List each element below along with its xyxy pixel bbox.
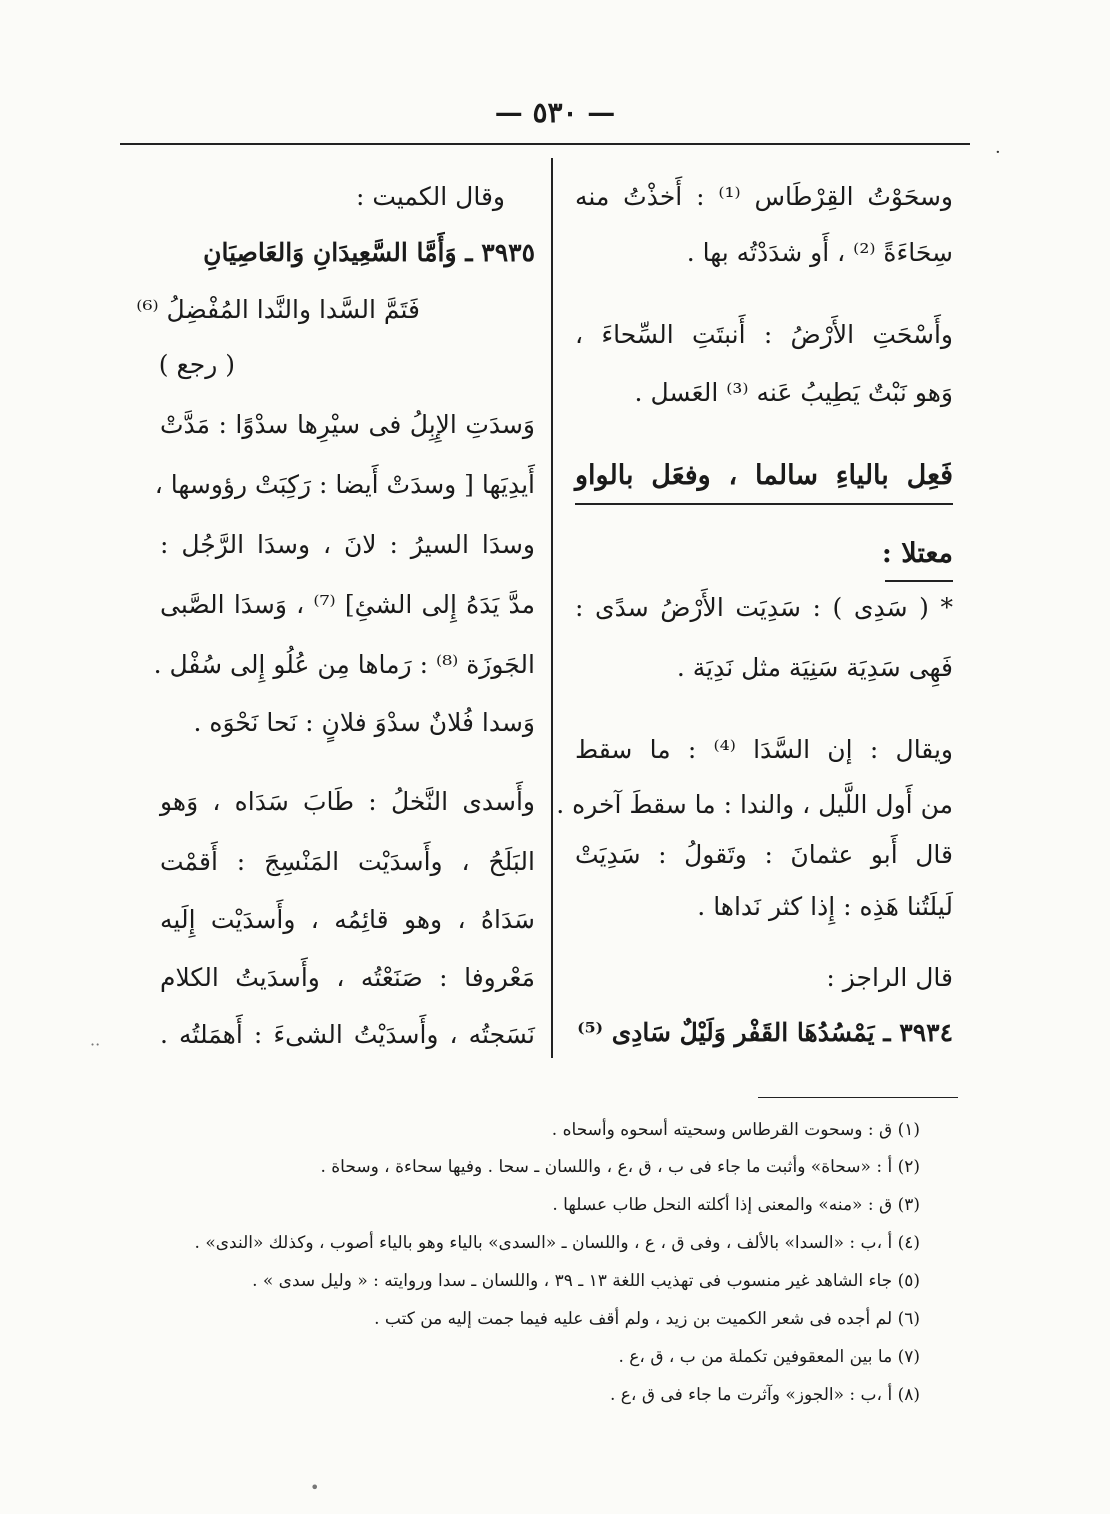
- page-number: — ٥٣٠ —: [494, 96, 616, 129]
- footnote: (٣) ق : «منه» والمعنى إذا أكلته النحل طاب عسلها .: [552, 1195, 920, 1215]
- text-line: قال أَبو عثمانَ : وتَقولُ : سَدِيَتْ: [575, 840, 953, 869]
- print-speck: •: [310, 1478, 320, 1497]
- text-line: أَيدِيَها [ وسدَتْ أَيضا : رَكِبَتْ رؤوسها ،: [154, 470, 535, 499]
- text-line: ويقال : إن السَّدَا ⁽⁴⁾ : ما سقط: [575, 735, 953, 764]
- text-line: الجَوزَة ⁽⁸⁾ : رَماها مِن عُلُو إِلى سُفْل .: [153, 650, 535, 679]
- footnote: (٤) أ ،ب : «السدا» بالألف ، وفى ق ، ع ، واللسان ـ «السدى» بالياء وهو بالياء أصوب ، وكذلك «الندى» .: [194, 1233, 920, 1253]
- heading-underline: [885, 580, 953, 582]
- footnote: (٦) لم أجده فى شعر الكميت بن زيد ، ولم أقف عليه فيما جمت إليه من كتب .: [374, 1309, 920, 1329]
- footnote: (٧) ما بين المعقوفين تكملة من ب ، ق ،ع .: [618, 1347, 920, 1367]
- text-line: * ( سَدِى ) : سَدِيَت الأَرْضُ سدًى :: [575, 593, 953, 622]
- text-line: مَعْروفا : صَنَعْتُه ، وأَسدَيتُ الكلام: [160, 963, 535, 992]
- column-divider: [551, 158, 553, 1058]
- print-speck: ··: [90, 1035, 101, 1054]
- text-line: لَيلَتُنا هَذِه : إِذا كثر نَداها .: [697, 892, 953, 921]
- text-line: سِحَاءَةً ⁽²⁾ ، أَو شدَدْتُه بها .: [686, 238, 953, 267]
- text-line: وَهو نَبْتٌ يَطِيبُ عَنه ⁽³⁾ العَسل .: [634, 378, 953, 407]
- header-rule: [120, 143, 970, 145]
- section-heading: معتلا :: [881, 538, 953, 569]
- text-line: فَهِى سَدِيَة سَنِيَة مثل نَدِيَة .: [676, 653, 953, 682]
- text-line: قال الراجز :: [826, 963, 953, 992]
- text-line: وَسدَتِ الإِبِلُ فى سيْرِها سدْوًا : مَدَّتْ: [160, 410, 535, 439]
- text-line: وسدَا السيرُ : لانَ ، وسدَا الرَّجُل :: [160, 530, 535, 559]
- footnote: (٢) أ : «سحاة» وأثبت ما جاء فى ب ، ق ،ع ، واللسان ـ سحا . وفيها سحاءة ، وسحاة .: [320, 1157, 920, 1177]
- text-line: من أَول اللَّيل ، والندا : ما سقطَ آخره .: [556, 790, 953, 819]
- footnote: (٥) جاء الشاهد غير منسوب فى تهذيب اللغة ١٣ ـ ٣٩ ، واللسان ـ سدا وروايته : « وليل سدى » .: [252, 1271, 920, 1291]
- text-line: وَسدا فُلانٌ سدْوَ فلانٍ : نَحا نَحْوَه .: [193, 708, 535, 737]
- heading-underline: [575, 503, 953, 505]
- header-corner-mark: ·: [995, 142, 1001, 163]
- footnote: (١) ق : وسحوت القرطاس وسحيته أسحوه وأسحاه .: [551, 1120, 920, 1140]
- text-line: مدَّ يَدَهُ إِلى الشئِ] ⁽⁷⁾ ، وَسدَا الصَّبى: [160, 590, 535, 619]
- text-line: وأَسدى النَّخلُ : طَابَ سَدَاه ، وَهو: [160, 787, 535, 816]
- section-heading: فَعِل بالياءِ سالما ، وفعَل بالواو: [575, 460, 953, 491]
- text-line: وقال الكميت :: [355, 182, 505, 211]
- text-line: نَسَجتُه ، وأَسدَيْتُ الشىءَ : أَهمَلتُه .: [160, 1020, 535, 1049]
- text-line: وأَسْحَتِ الأَرْضُ : أَنبتَتِ السِّحاءَ ،: [575, 320, 953, 349]
- text-line: ( رجع ): [158, 350, 235, 379]
- verse-line: فَتَمَّ السَّدا والنَّدا المُفْضِلُ ⁽⁶⁾: [136, 295, 420, 324]
- text-line: وسحَوْتُ القِرْطَاس ⁽¹⁾ : أَخذْتُ منه: [575, 182, 953, 211]
- verse-line: ٣٩٣٥ ـ وَأَمَّا السَّعِيدَانِ وَالعَاصِيَانِ: [203, 238, 535, 267]
- footnote-rule: [758, 1097, 958, 1098]
- text-line: البَلَحُ ، وأَسدَيْت المَنْسِجَ : أَقمْت: [160, 847, 535, 876]
- text-line: سَدَاهُ ، وهو قائِمُه ، وأَسدَيْت إِلَيه: [160, 905, 535, 934]
- verse-line: ٣٩٣٤ ـ يَمْسُدُهَا القَفْر وَلَيْلٌ سَادِى ⁽⁵⁾: [577, 1018, 953, 1047]
- footnote: (٨) أ ،ب : «الجوز» وآثرت ما جاء فى ق ،ع .: [609, 1385, 920, 1405]
